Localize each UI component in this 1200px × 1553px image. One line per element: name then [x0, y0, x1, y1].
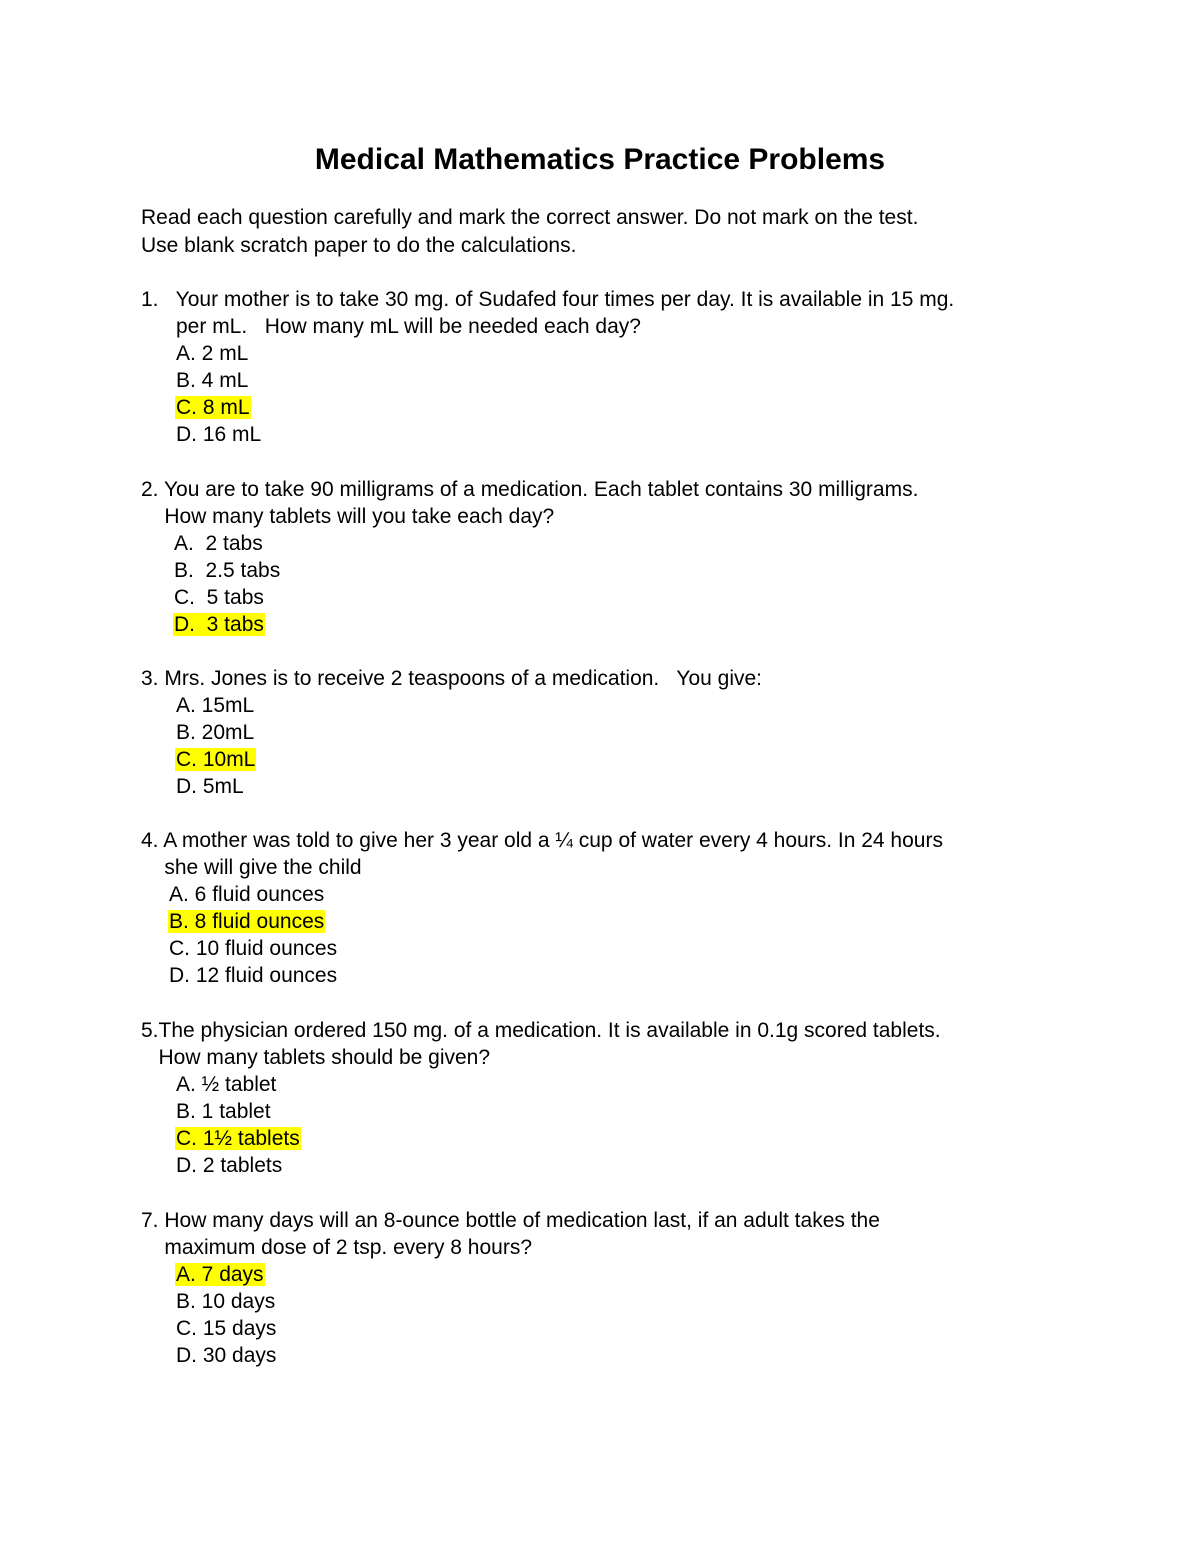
answer-text: D. 12 fluid ounces [169, 964, 338, 987]
question-text: per mL. How many mL will be needed each day? [141, 315, 641, 338]
answer-option [141, 367, 1101, 394]
question-text: 2. You are to take 90 milligrams of a medication. Each tablet contains 30 milligrams. [141, 478, 919, 501]
answer-text: A. 15mL [176, 694, 255, 717]
answer-text: A. 2 mL [176, 342, 249, 365]
answer-text: B. 10 days [176, 1290, 276, 1313]
answer-option [141, 1288, 1101, 1315]
answer-text: D. 5mL [176, 775, 244, 798]
answer-option-correct [141, 1261, 1101, 1288]
answer-option [141, 557, 1101, 584]
question-2 [141, 476, 1101, 638]
answer-text: C. 10 fluid ounces [169, 937, 338, 960]
highlighted-answer-text: C. 10mL [176, 748, 256, 771]
answer-option [141, 692, 1101, 719]
question-text: she will give the child [141, 856, 362, 879]
instructions: Read each question carefully and mark the correct answer. Do not mark on the test. Use blank scratch paper to do the calculations. [141, 206, 919, 257]
answer-option [141, 773, 1101, 800]
question-text: 5.The physician ordered 150 mg. of a medication. It is available in 0.1g scored tablets. [141, 1019, 941, 1042]
answer-text: C. 15 days [176, 1317, 277, 1340]
answer-option-correct [141, 611, 1101, 638]
answer-option [141, 340, 1101, 367]
answer-text: A. ½ tablet [176, 1073, 277, 1096]
question-text: 7. How many days will an 8-ounce bottle of medication last, if an adult takes the [141, 1209, 880, 1232]
answer-text: C. 5 tabs [174, 586, 264, 609]
answer-option [141, 881, 1101, 908]
answer-text: D. 2 tablets [176, 1154, 283, 1177]
answer-option [141, 1342, 1101, 1369]
answer-text: D. 30 days [176, 1344, 277, 1367]
answer-option [141, 935, 1101, 962]
answer-text: A. 6 fluid ounces [169, 883, 325, 906]
answer-option-correct [141, 746, 1101, 773]
answer-option-correct [141, 908, 1101, 935]
answer-text: B. 1 tablet [176, 1100, 271, 1123]
question-5 [141, 1017, 1101, 1179]
highlighted-answer-text: A. 7 days [176, 1263, 264, 1286]
answer-option [141, 530, 1101, 557]
answer-text: A. 2 tabs [174, 532, 263, 555]
answer-option [141, 719, 1101, 746]
question-text: 3. Mrs. Jones is to receive 2 teaspoons of a medication. You give: [141, 667, 763, 690]
question-text: How many tablets should be given? [141, 1046, 491, 1069]
question-text: How many tablets will you take each day? [141, 505, 555, 528]
answer-option [141, 962, 1101, 989]
answer-option [141, 1071, 1101, 1098]
question-text: 4. A mother was told to give her 3 year old a ¼ cup of water every 4 hours. In 24 hours [141, 829, 943, 852]
answer-option [141, 1315, 1101, 1342]
answer-option [141, 1152, 1101, 1179]
highlighted-answer-text: B. 8 fluid ounces [169, 910, 325, 933]
question-text: maximum dose of 2 tsp. every 8 hours? [141, 1236, 533, 1259]
highlighted-answer-text: D. 3 tabs [174, 613, 264, 636]
answer-option [141, 1098, 1101, 1125]
answer-option-correct [141, 1125, 1101, 1152]
question-1 [141, 286, 1101, 448]
answer-text: B. 4 mL [176, 369, 249, 392]
highlighted-answer-text: C. 8 mL [176, 396, 250, 419]
answer-text: D. 16 mL [176, 423, 262, 446]
answer-text: B. 2.5 tabs [174, 559, 281, 582]
answer-option-correct [141, 394, 1101, 421]
answer-option [141, 584, 1101, 611]
question-3 [141, 665, 1101, 800]
highlighted-answer-text: C. 1½ tablets [176, 1127, 300, 1150]
question-6 [141, 1207, 1101, 1369]
answer-text: B. 20mL [176, 721, 255, 744]
answer-option [141, 421, 1101, 448]
question-text: 1. Your mother is to take 30 mg. of Sudafed four times per day. It is available in 15 mg. [141, 288, 955, 311]
page-title: Medical Mathematics Practice Problems [314, 143, 886, 176]
question-4 [141, 827, 1101, 989]
